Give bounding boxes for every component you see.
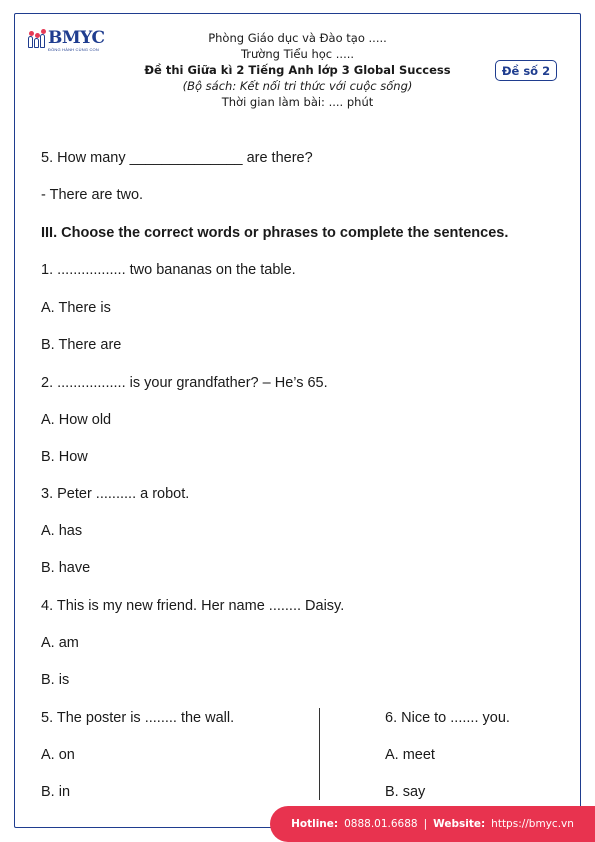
option-4b: B. is (41, 672, 70, 688)
exam-time: Thời gian làm bài: .... phút (221, 95, 374, 109)
option-3a: A. has (41, 523, 83, 539)
option-5a: A. on (41, 747, 75, 763)
question-1: 1. ................. two bananas on the table. (41, 262, 296, 278)
brand-logo (28, 30, 105, 52)
brand-name: BMYC (48, 28, 105, 48)
exam-title: Đề thi Giữa kì 2 Tiếng Anh lớp 3 Global Success (144, 63, 451, 77)
option-1b: B. There are (41, 337, 122, 353)
option-6b: B. say (385, 784, 426, 800)
option-1a: A. There is (41, 300, 111, 316)
question-2: 2. ................. is your grandfather? – He’s 65. (41, 375, 328, 391)
question-ii-5: 5. How many ______________ are there? (41, 150, 313, 166)
section-heading: III. Choose the correct words or phrases to complete the sentences. (41, 225, 509, 241)
brand-tagline: ĐỒNG HÀNH CÙNG CON (48, 47, 99, 52)
answer-ii-5: - There are two. (41, 187, 144, 203)
option-2b: B. How (41, 449, 88, 465)
website-label: Website: (433, 818, 486, 830)
question-6: 6. Nice to ....... you. (385, 710, 510, 726)
exam-subtitle: (Bộ sách: Kết nối tri thức với cuộc sống) (182, 79, 413, 93)
school-line: Trường Tiểu học ..... (240, 47, 355, 61)
question-3: 3. Peter .......... a robot. (41, 486, 190, 502)
option-5b: B. in (41, 784, 71, 800)
hotline-label: Hotline: (291, 818, 339, 830)
question-4: 4. This is my new friend. Her name ........ Daisy. (41, 598, 345, 614)
website-link[interactable]: https://bmyc.vn (491, 818, 574, 830)
hotline-number[interactable]: 0888.01.6688 (344, 818, 418, 830)
exam-number-badge: Đề số 2 (495, 60, 557, 81)
footer-separator: | (423, 818, 428, 830)
column-divider (319, 708, 320, 800)
contact-footer (270, 806, 595, 842)
exam-header (100, 30, 495, 110)
department-line: Phòng Giáo dục và Đào tạo ..... (208, 31, 387, 45)
option-4a: A. am (41, 635, 79, 651)
option-6a: A. meet (385, 747, 435, 763)
question-5: 5. The poster is ........ the wall. (41, 710, 235, 726)
family-icon (28, 34, 45, 48)
option-3b: B. have (41, 560, 91, 576)
option-2a: A. How old (41, 412, 112, 428)
